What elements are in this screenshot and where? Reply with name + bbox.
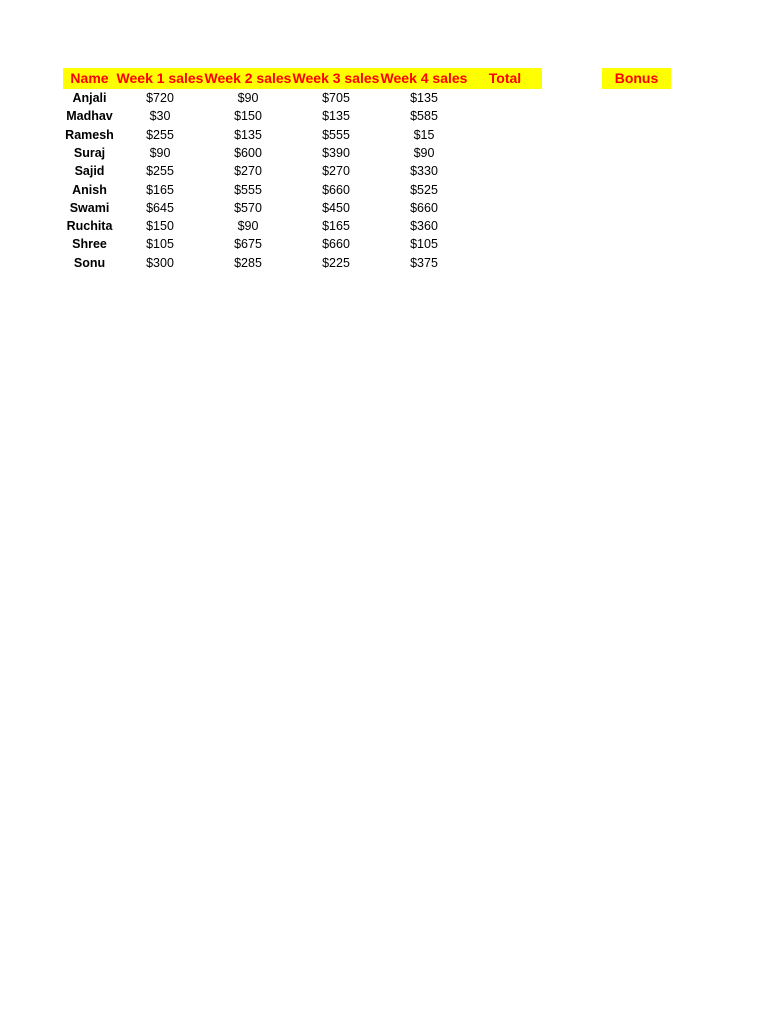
cell-name[interactable]: Suraj [73,146,106,160]
cell-week-4[interactable]: $360 [410,219,438,233]
cell-week-4[interactable]: $375 [410,256,438,270]
cell-week-1[interactable]: $720 [146,91,174,105]
header-week-4-sales[interactable]: Week 4 sales [380,70,468,86]
header-week-3-sales[interactable]: Week 3 sales [292,70,380,86]
cell-week-4[interactable]: $585 [410,109,438,123]
cell-week-2[interactable]: $270 [234,164,262,178]
cell-week-4[interactable]: $90 [413,146,435,160]
cell-week-4[interactable]: $135 [410,91,438,105]
cell-name[interactable]: Sonu [73,256,106,270]
cell-week-2[interactable]: $285 [234,256,262,270]
cell-week-4[interactable]: $525 [410,183,438,197]
cell-name[interactable]: Ramesh [65,128,114,142]
cell-name[interactable]: Shree [72,237,107,251]
cell-name[interactable]: Anish [72,183,107,197]
cell-week-1[interactable]: $90 [149,146,171,160]
cell-week-3[interactable]: $555 [322,128,350,142]
cell-week-3[interactable]: $450 [322,201,350,215]
cell-week-1[interactable]: $165 [146,183,174,197]
cell-week-1[interactable]: $105 [146,237,174,251]
cell-week-2[interactable]: $570 [234,201,262,215]
cell-week-4[interactable]: $660 [410,201,438,215]
cell-week-3[interactable]: $135 [322,109,350,123]
header-name[interactable]: Name [70,70,109,86]
cell-week-4[interactable]: $330 [410,164,438,178]
cell-week-2[interactable]: $150 [234,109,262,123]
cell-week-1[interactable]: $645 [146,201,174,215]
cell-week-2[interactable]: $600 [234,146,262,160]
cell-week-3[interactable]: $225 [322,256,350,270]
cell-name[interactable]: Sajid [74,164,105,178]
cell-week-4[interactable]: $105 [410,237,438,251]
cell-week-2[interactable]: $135 [234,128,262,142]
cell-name[interactable]: Anjali [72,91,107,105]
cell-name[interactable]: Madhav [66,109,113,123]
cell-week-1[interactable]: $255 [146,164,174,178]
cell-name[interactable]: Ruchita [66,219,113,233]
header-bonus[interactable]: Bonus [614,70,659,86]
cell-name[interactable]: Swami [69,201,110,215]
cell-week-1[interactable]: $150 [146,219,174,233]
cell-week-2[interactable]: $555 [234,183,262,197]
cell-week-2[interactable]: $90 [237,219,259,233]
cell-week-3[interactable]: $705 [322,91,350,105]
cell-week-1[interactable]: $300 [146,256,174,270]
cell-week-3[interactable]: $660 [322,183,350,197]
header-total[interactable]: Total [488,70,522,86]
cell-week-2[interactable]: $90 [237,91,259,105]
cell-week-4[interactable]: $15 [413,128,435,142]
cell-week-3[interactable]: $165 [322,219,350,233]
cell-week-3[interactable]: $390 [322,146,350,160]
header-week-2-sales[interactable]: Week 2 sales [204,70,292,86]
header-week-1-sales[interactable]: Week 1 sales [116,70,204,86]
cell-week-3[interactable]: $660 [322,237,350,251]
cell-week-2[interactable]: $675 [234,237,262,251]
cell-week-1[interactable]: $255 [146,128,174,142]
cell-week-1[interactable]: $30 [149,109,171,123]
cell-week-3[interactable]: $270 [322,164,350,178]
